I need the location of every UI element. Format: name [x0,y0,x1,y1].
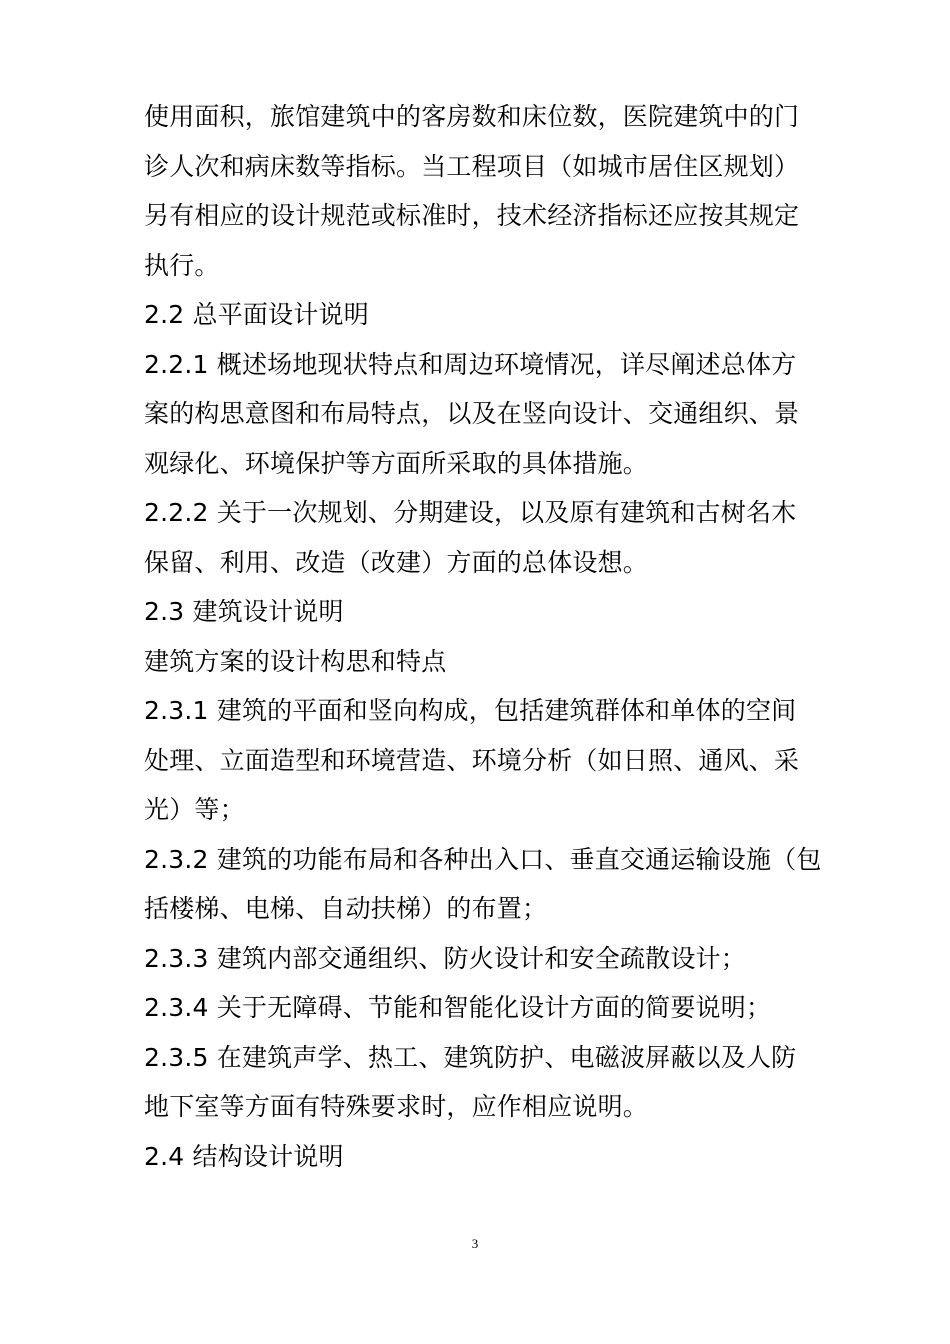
text-line-13: 2.3.1 建筑的平面和竖向构成，包括建筑群体和单体的空间 [144,696,797,725]
text-line-7: 案的构思意图和布局特点，以及在竖向设计、交通组织、景 [144,399,800,428]
subheading-design-concept: 建筑方案的设计构思和特点 [144,646,447,676]
text-line-15: 光）等； [144,795,245,824]
text-line-21: 地下室等方面有特殊要求时，应作相应说明。 [144,1092,649,1121]
text-line-3: 另有相应的设计规范或标准时，技术经济指标还应按其规定 [144,201,800,230]
text-line-9: 2.2.2 关于一次规划、分期建设，以及原有建筑和古树名木 [144,498,797,527]
text-line-10: 保留、利用、改造（改建）方面的总体设想。 [144,547,649,577]
text-line-4: 执行。 [144,250,220,280]
text-line-18: 2.3.3 建筑内部交通组织、防火设计和安全疏散设计； [144,943,746,973]
text-line-2: 诊人次和病床数等指标。当工程项目（如城市居住区规划） [144,151,800,181]
text-line-14: 处理、立面造型和环境营造、环境分析（如日照、通风、采 [144,745,800,775]
text-line-19: 2.3.4 关于无障碍、节能和智能化设计方面的简要说明； [144,993,772,1022]
text-line-17: 括楼梯、电梯、自动扶梯）的布置； [144,894,548,923]
text-line-16: 2.3.2 建筑的功能布局和各种出入口、垂直交通运输设施（包 [144,844,822,874]
section-heading-2-3: 2.3 建筑设计说明 [144,597,344,626]
section-heading-2-2: 2.2 总平面设计说明 [144,300,369,329]
text-line-6: 2.2.1 概述场地现状特点和周边环境情况，详尽阐述总体方 [144,349,797,379]
document-body [144,92,822,1181]
text-line-1: 使用面积，旅馆建筑中的客房数和床位数，医院建筑中的门 [144,102,800,131]
text-line-8: 观绿化、环境保护等方面所采取的具体措施。 [144,448,649,478]
section-heading-2-4: 2.4 结构设计说明 [144,1141,344,1171]
page-number: 3 [471,1236,479,1251]
text-line-20: 2.3.5 在建筑声学、热工、建筑防护、电磁波屏蔽以及人防 [144,1042,797,1072]
